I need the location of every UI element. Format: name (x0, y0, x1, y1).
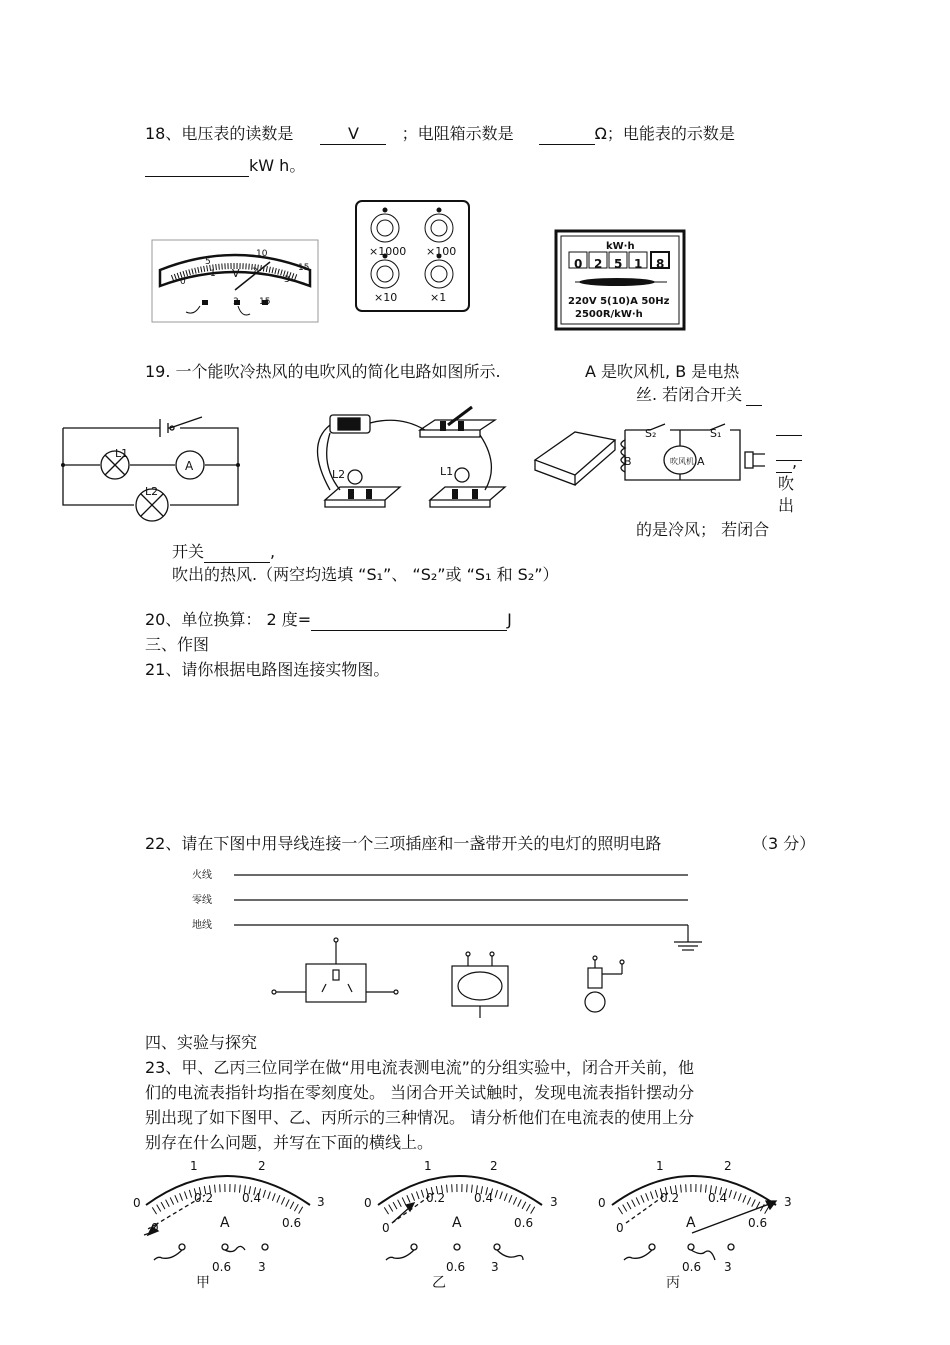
wire-label-neutral: 零线 (192, 895, 212, 906)
jia-scale-3: 3 (317, 1195, 325, 1209)
physical-label-l1: L1 (440, 465, 454, 478)
q19-line2: 丝. 若闭合开关 (636, 385, 762, 406)
dial-x10: ×10 (374, 291, 398, 304)
yi-scale-3: 3 (550, 1195, 558, 1209)
yi-sub-06: 0.6 (514, 1216, 534, 1230)
lighting-circuit-figure (230, 870, 710, 1020)
q18-prefix: 18、电压表的读数是 (145, 124, 294, 143)
bing-sub-0: 0 (616, 1221, 624, 1235)
yi-terminal-3: 3 (491, 1260, 499, 1274)
q23-line1: 23、甲、乙丙三位同学在做“用电流表测电流”的分组实验中，闭合开关前，他 (145, 1058, 694, 1077)
jia-sub-02: 0.2 (194, 1191, 214, 1205)
yi-unit: A (452, 1215, 462, 1231)
q19-line1b: A 是吹风机, B 是电热 (585, 362, 740, 381)
voltmeter-scale-2: 2 (252, 267, 258, 277)
q18-tail: kW h。 (249, 156, 306, 175)
circuit-label-l2: L2 (145, 485, 159, 498)
bing-terminal-3: 3 (724, 1260, 732, 1274)
jia-scale-0: 0 (133, 1196, 141, 1210)
q19-hot-line: 吹出的热风.（两空均选填 “S₁”、 “S₂”或 “S₁ 和 S₂”） (172, 565, 559, 584)
yi-terminal-06: 0.6 (446, 1260, 466, 1274)
q23-line4: 别存在什么问题，并写在下面的横线上。 (145, 1133, 434, 1152)
caption-jia: 甲 (196, 1275, 210, 1291)
dryer-label-s2: S₂ (645, 427, 657, 440)
q19-chui: 吹 (778, 474, 795, 493)
voltmeter-unit: V (232, 267, 240, 280)
jia-sub-0: 0 (151, 1221, 159, 1235)
jia-scale-2: 2 (258, 1159, 266, 1173)
energy-digit-5: 8 (656, 257, 665, 271)
q18-mid: ；电阻箱示数是 (401, 124, 514, 143)
energy-spec1: 220V 5(10)A 50Hz (568, 296, 670, 307)
jia-unit: A (220, 1215, 230, 1231)
q18-blank-energy[interactable] (145, 156, 249, 177)
q19-switch-line: 开关 , (172, 542, 276, 561)
circuit-label-a: A (185, 459, 194, 473)
jia-terminal-06: 0.6 (212, 1260, 232, 1274)
energy-digit-4: 1 (634, 257, 643, 271)
q22-text: 22、请在下图中用导线连接一个三项插座和一盏带开关的电灯的照明电路 (145, 834, 662, 853)
energy-digit-2: 2 (594, 257, 603, 271)
q19-line1: 19. 一个能吹冷热风的电吹风的简化电路如图所示. (145, 362, 501, 381)
q19-blank1-cont3[interactable]: , (776, 452, 797, 473)
voltmeter-scale-1: 1 (210, 269, 216, 279)
physical-components (300, 405, 505, 515)
q20-line: 20、单位换算： 2 度= J (145, 610, 512, 629)
q18-omega: Ω；电能表的示数是 (594, 124, 735, 143)
dial-x1: ×1 (430, 291, 447, 304)
q23-line2: 们的电流表指针均指在零刻度处。 当闭合开关试触时，发现电流表指针摆动分 (145, 1083, 695, 1102)
bing-scale-2: 2 (724, 1159, 732, 1173)
jia-terminal-3: 3 (258, 1260, 266, 1274)
voltmeter-scale-10: 10 (256, 249, 268, 259)
q22-score: （3 分） (752, 834, 816, 853)
voltmeter-scale-15: 15 (298, 263, 310, 273)
circuit-diagram (60, 415, 245, 520)
yi-sub-04: 0.4 (474, 1191, 494, 1205)
bing-sub-04: 0.4 (708, 1191, 728, 1205)
jia-sub-06: 0.6 (282, 1216, 302, 1230)
bing-scale-1: 1 (656, 1159, 664, 1173)
bing-unit: A (686, 1215, 696, 1231)
bing-scale-0: 0 (598, 1196, 606, 1210)
energy-meter-unit: kW·h (606, 241, 635, 252)
q21-text: 21、请你根据电路图连接实物图。 (145, 660, 390, 679)
yi-scale-1: 1 (424, 1159, 432, 1173)
voltmeter-scale-3: 3 (284, 275, 290, 285)
dryer-label-fan: 吹风机 (670, 457, 694, 466)
jia-scale-1: 1 (190, 1159, 198, 1173)
voltmeter-terminal-3: 3 (233, 297, 239, 307)
energy-spec2: 2500R/kW·h (575, 309, 643, 320)
voltmeter-terminal-15: 15 (259, 297, 271, 307)
yi-sub-02: 0.2 (426, 1191, 446, 1205)
bing-sub-02: 0.2 (660, 1191, 680, 1205)
q18-line1 (145, 124, 735, 145)
q18-blank-resistance[interactable] (539, 124, 595, 145)
wire-label-live: 火线 (192, 870, 212, 881)
dryer-label-b: B (624, 455, 632, 468)
yi-scale-0: 0 (364, 1196, 372, 1210)
q19-blank1-cont1[interactable] (776, 415, 802, 436)
physical-label-l2: L2 (332, 468, 346, 481)
wire-label-ground: 地线 (192, 920, 212, 931)
q18-line2 (145, 156, 305, 177)
q20-blank[interactable] (311, 610, 507, 631)
bing-sub-06: 0.6 (748, 1216, 768, 1230)
energy-digit-1: 0 (574, 257, 583, 271)
dryer-label-a: A (697, 455, 705, 468)
yi-scale-2: 2 (490, 1159, 498, 1173)
caption-bing: 丙 (666, 1275, 680, 1291)
yi-sub-0: 0 (382, 1221, 390, 1235)
q19-cold: 的是冷风； 若闭合 (636, 520, 770, 539)
dryer-label-s1: S₁ (710, 427, 722, 440)
q23-line3: 别出现了如下图甲、乙、丙所示的三种情况。 请分析他们在电流表的使用上分 (145, 1108, 695, 1127)
bing-scale-3: 3 (784, 1195, 792, 1209)
q19-blank2[interactable] (204, 542, 270, 563)
q19-blank1[interactable] (746, 385, 762, 406)
section4-heading: 四、实验与探究 (145, 1033, 258, 1052)
section3-heading: 三、作图 (145, 635, 210, 654)
jia-sub-04: 0.4 (242, 1191, 262, 1205)
energy-digit-3: 5 (614, 257, 623, 271)
voltmeter-terminal-neg: - (202, 297, 206, 307)
q19-chu: 出 (778, 496, 795, 515)
dial-x1000: ×1000 (369, 245, 407, 258)
dial-x100: ×100 (426, 245, 457, 258)
voltmeter-scale-0: 0 (180, 277, 186, 287)
bing-terminal-06: 0.6 (682, 1260, 702, 1274)
q18-blank-voltage[interactable]: V (320, 124, 386, 145)
circuit-label-l1: L1 (115, 447, 129, 460)
caption-yi: 乙 (432, 1275, 446, 1291)
voltmeter-scale-5: 5 (205, 257, 211, 267)
